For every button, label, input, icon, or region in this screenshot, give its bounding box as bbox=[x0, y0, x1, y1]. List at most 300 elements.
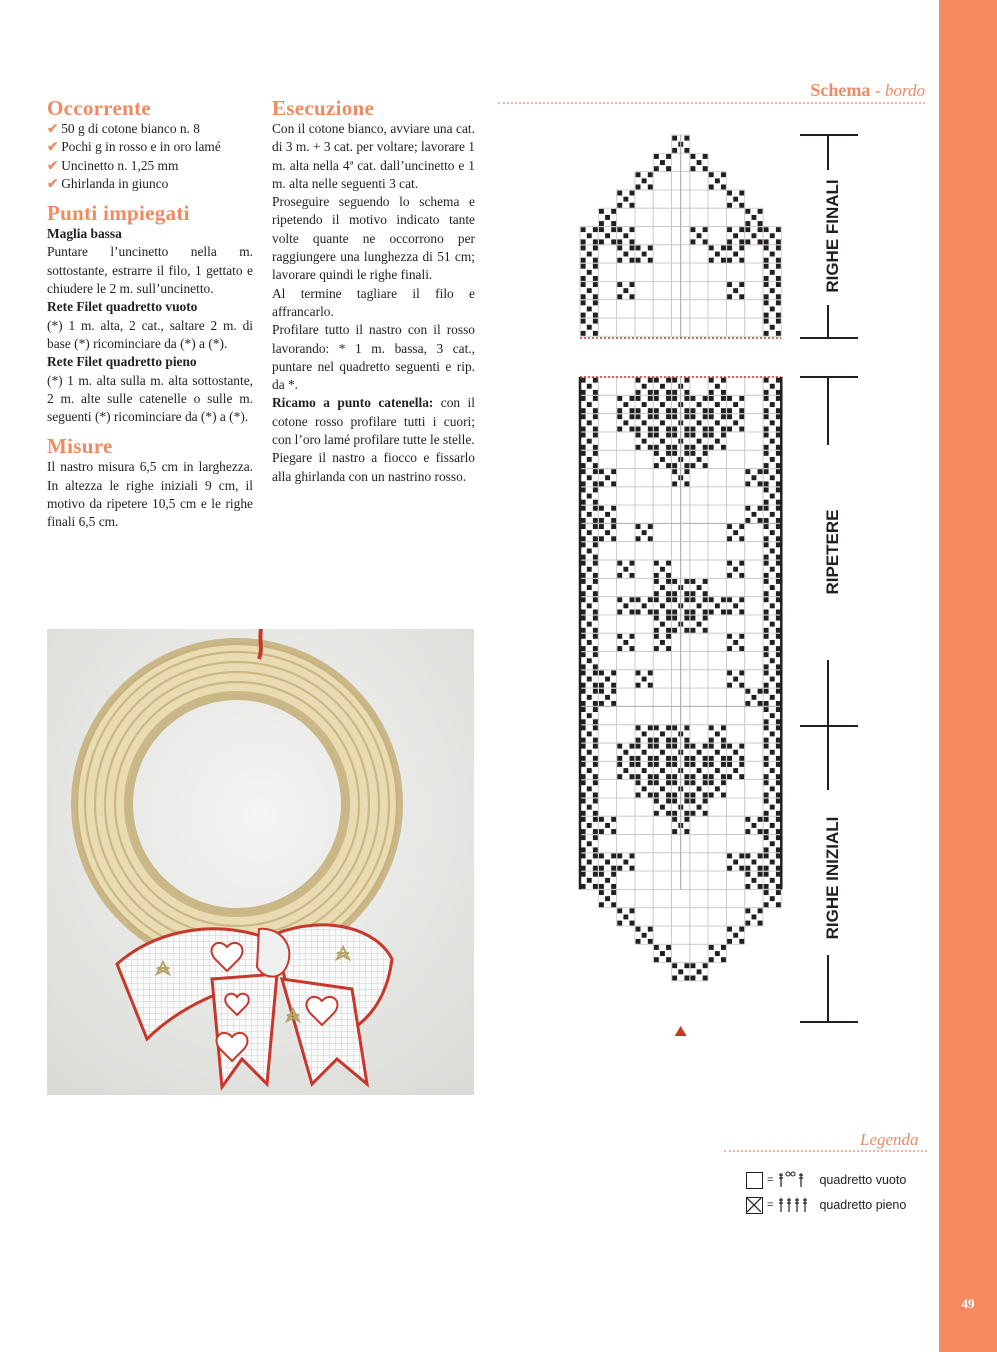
legend-row-filled: = quadretto pieno bbox=[746, 1195, 906, 1215]
grid-cell bbox=[745, 633, 763, 651]
filled-square bbox=[764, 725, 781, 742]
grid-cell bbox=[653, 835, 671, 853]
grid-cell bbox=[653, 908, 671, 926]
grid-cell bbox=[708, 542, 726, 560]
grid-cell bbox=[708, 908, 726, 926]
grid-cell bbox=[745, 652, 763, 670]
filled-square bbox=[727, 744, 744, 761]
grid-cell bbox=[708, 926, 726, 944]
grid-cell bbox=[598, 761, 616, 779]
grid-cell bbox=[708, 798, 726, 816]
grid-cell bbox=[653, 172, 671, 190]
filled-square bbox=[764, 469, 781, 486]
grid-cell bbox=[598, 835, 616, 853]
grid-cell bbox=[653, 487, 671, 505]
grid-cell bbox=[726, 706, 744, 724]
grid-cell bbox=[690, 245, 708, 263]
grid-cell bbox=[635, 318, 653, 336]
grid-cell bbox=[653, 889, 671, 907]
filled-square bbox=[691, 227, 708, 244]
filled-square bbox=[764, 561, 781, 578]
filled-square bbox=[709, 378, 726, 395]
grid-cell bbox=[708, 450, 726, 468]
grid-cell bbox=[690, 281, 708, 299]
filled-square bbox=[617, 561, 634, 578]
filled-square bbox=[727, 597, 744, 614]
legend-row-empty: = quadretto vuoto bbox=[746, 1170, 906, 1190]
grid-cell bbox=[690, 263, 708, 281]
grid-cell bbox=[598, 395, 616, 413]
filled-square bbox=[581, 264, 598, 281]
list-item: ✔ Pochi g in rosso e in oro lamé bbox=[47, 139, 221, 155]
grid-cell bbox=[598, 414, 616, 432]
filled-square bbox=[745, 872, 762, 889]
wreath-photo bbox=[47, 629, 474, 1095]
grid-cell bbox=[598, 578, 616, 596]
filled-square bbox=[581, 227, 598, 244]
filet-pieno-text: (*) 1 m. alta sulla m. alta sottostante, 2 m. alte sulle catenelle o sulle m. seguenti (*) ricominciare da (*) a (*). bbox=[47, 372, 253, 425]
grid-cell bbox=[690, 560, 708, 578]
filled-square bbox=[617, 246, 634, 263]
grid-cell bbox=[690, 542, 708, 560]
ripetere-label: RIPETERE bbox=[823, 509, 842, 595]
filled-square bbox=[764, 744, 781, 761]
filled-square bbox=[636, 597, 653, 614]
grid-cell bbox=[598, 706, 616, 724]
grid-cell bbox=[653, 706, 671, 724]
filled-square bbox=[654, 634, 671, 651]
grid-cell bbox=[745, 706, 763, 724]
filled-square bbox=[764, 634, 781, 651]
filled-square bbox=[709, 597, 726, 614]
filled-square bbox=[636, 414, 653, 431]
grid-cell bbox=[708, 706, 726, 724]
grid-cell bbox=[745, 395, 763, 413]
filled-square bbox=[636, 246, 653, 263]
grid-cell bbox=[690, 670, 708, 688]
grid-cell bbox=[617, 432, 635, 450]
grid-cell bbox=[708, 469, 726, 487]
filled-square bbox=[599, 817, 616, 834]
grid-cell bbox=[617, 523, 635, 541]
grid-cell bbox=[745, 281, 763, 299]
esecuzione-paragraph: Con il cotone bianco, avviare una cat. di 3 m. + 3 cat. per voltare; lavorare 1 m. alta nella 4ª cat. dall’uncinetto e 1 m. alta nelle seguenti 3 cat. bbox=[272, 121, 475, 191]
grid-cell bbox=[745, 450, 763, 468]
filled-square bbox=[745, 227, 762, 244]
filled-square bbox=[581, 300, 598, 317]
grid-cell bbox=[653, 523, 671, 541]
grid-cell bbox=[598, 450, 616, 468]
grid-cell bbox=[745, 263, 763, 281]
filled-square bbox=[581, 319, 598, 336]
esecuzione-paragraph: Piegare il nastro a fiocco e fissarlo alla ghirlanda con un nastrino rosso. bbox=[272, 450, 475, 484]
filled-square bbox=[709, 396, 726, 413]
grid-cell bbox=[708, 263, 726, 281]
filled-square bbox=[617, 634, 634, 651]
grid-cell bbox=[653, 926, 671, 944]
grid-cell bbox=[598, 245, 616, 263]
grid-cell bbox=[745, 432, 763, 450]
grid-cell bbox=[635, 889, 653, 907]
grid-cell bbox=[635, 190, 653, 208]
occorrente-heading: Occorrente bbox=[47, 96, 152, 120]
filled-square bbox=[691, 414, 708, 431]
filet-pieno-title: Rete Filet quadretto pieno bbox=[47, 354, 197, 370]
grid-cell bbox=[672, 944, 690, 962]
filled-square bbox=[764, 890, 781, 907]
filled-square bbox=[745, 908, 762, 925]
grid-cell bbox=[635, 706, 653, 724]
maglia-bassa-title: Maglia bassa bbox=[47, 226, 122, 242]
filled-square bbox=[764, 872, 781, 889]
filled-square bbox=[636, 927, 653, 944]
filled-square bbox=[764, 433, 781, 450]
filled-square bbox=[727, 927, 744, 944]
grid-cell bbox=[653, 816, 671, 834]
filled-square bbox=[599, 227, 616, 244]
misure-heading: Misure bbox=[47, 434, 113, 459]
filled-square bbox=[654, 725, 671, 742]
filled-square bbox=[599, 524, 616, 541]
grid-cell bbox=[635, 798, 653, 816]
filled-square bbox=[581, 246, 598, 263]
misure-text: Il nastro misura 6,5 cm in larghezza. In altezza le righe iniziali 9 cm, il motivo da ripetere 10,5 cm e le righe finali 6,5 cm. bbox=[47, 459, 253, 530]
grid-cell bbox=[653, 853, 671, 871]
grid-cell bbox=[708, 670, 726, 688]
grid-cell bbox=[635, 469, 653, 487]
grid-cell bbox=[745, 725, 763, 743]
grid-cell bbox=[745, 414, 763, 432]
grid-cell bbox=[635, 688, 653, 706]
filled-square bbox=[581, 488, 598, 505]
grid-cell bbox=[653, 190, 671, 208]
filled-square bbox=[764, 762, 781, 779]
filled-square bbox=[764, 689, 781, 706]
filled-square bbox=[636, 744, 653, 761]
filled-square bbox=[727, 854, 744, 871]
grid-cell bbox=[598, 318, 616, 336]
grid-cell bbox=[726, 432, 744, 450]
grid-cell bbox=[635, 853, 653, 871]
filled-square bbox=[691, 799, 708, 816]
grid-cell bbox=[635, 615, 653, 633]
filled-square bbox=[709, 945, 726, 962]
filled-square bbox=[599, 872, 616, 889]
grid-cell bbox=[617, 780, 635, 798]
grid-cell bbox=[617, 688, 635, 706]
filled-square bbox=[581, 780, 598, 797]
filled-square bbox=[764, 652, 781, 669]
filled-square bbox=[709, 762, 726, 779]
filled-square bbox=[599, 469, 616, 486]
filled-square bbox=[617, 597, 634, 614]
grid-cell bbox=[745, 245, 763, 263]
list-item: ✔ 50 g di cotone bianco n. 8 bbox=[47, 121, 200, 136]
filled-square bbox=[764, 616, 781, 633]
grid-cell bbox=[653, 263, 671, 281]
grid-cell bbox=[726, 871, 744, 889]
grid-cell bbox=[726, 469, 744, 487]
grid-cell bbox=[726, 208, 744, 226]
filled-square bbox=[599, 890, 616, 907]
grid-cell bbox=[653, 688, 671, 706]
filet-vuoto-text: (*) 1 m. alta, 2 cat., saltare 2 m. di base (*) ricominciare da (*) a (*). bbox=[47, 317, 253, 351]
filled-square bbox=[581, 762, 598, 779]
filled-square bbox=[617, 414, 634, 431]
grid-cell bbox=[726, 300, 744, 318]
grid-cell bbox=[598, 487, 616, 505]
filled-square bbox=[764, 282, 781, 299]
grid-cell bbox=[745, 523, 763, 541]
grid-cell bbox=[635, 505, 653, 523]
chart-markers bbox=[580, 135, 858, 1036]
legend-empty-label: quadretto vuoto bbox=[819, 1173, 907, 1187]
grid-cell bbox=[708, 227, 726, 245]
grid-cell bbox=[726, 688, 744, 706]
filled-square bbox=[581, 542, 598, 559]
grid-cell bbox=[708, 578, 726, 596]
grid-cell bbox=[745, 670, 763, 688]
filled-square bbox=[599, 689, 616, 706]
filled-square bbox=[617, 744, 634, 761]
filled-square bbox=[617, 908, 634, 925]
filled-square bbox=[745, 854, 762, 871]
grid-cell bbox=[708, 633, 726, 651]
grid-cell bbox=[617, 871, 635, 889]
filled-square bbox=[764, 414, 781, 431]
grid-cell bbox=[745, 780, 763, 798]
grid-cell bbox=[617, 725, 635, 743]
grid-cell bbox=[708, 688, 726, 706]
filled-square bbox=[745, 209, 762, 226]
filled-square bbox=[581, 652, 598, 669]
grid-cell bbox=[635, 263, 653, 281]
filled-square bbox=[764, 300, 781, 317]
grid-cell bbox=[598, 725, 616, 743]
filled-square bbox=[581, 872, 598, 889]
grid-cell bbox=[598, 652, 616, 670]
grid-cell bbox=[690, 318, 708, 336]
filled-square bbox=[727, 671, 744, 688]
esecuzione-paragraph: Ricamo a punto catenella: con il cotone rosso profilare tutti i cuori; con l’oro lamé profilare tutte le stelle. bbox=[272, 395, 475, 448]
filled-square bbox=[709, 780, 726, 797]
filled-square bbox=[764, 246, 781, 263]
grid-cell bbox=[598, 281, 616, 299]
filled-square bbox=[654, 433, 671, 450]
filled-square bbox=[709, 433, 726, 450]
legend-filled-label: quadretto pieno bbox=[819, 1198, 907, 1212]
filled-square bbox=[691, 451, 708, 468]
filled-square bbox=[727, 762, 744, 779]
grid-cell bbox=[617, 889, 635, 907]
grid-cell bbox=[653, 652, 671, 670]
grid-cell bbox=[653, 670, 671, 688]
filled-square bbox=[617, 396, 634, 413]
grid-cell bbox=[745, 798, 763, 816]
grid-cell bbox=[598, 633, 616, 651]
filled-square bbox=[581, 799, 598, 816]
grid-cell bbox=[598, 743, 616, 761]
filled-square bbox=[599, 209, 616, 226]
filled-square bbox=[581, 725, 598, 742]
grid-cell bbox=[653, 542, 671, 560]
legend-divider bbox=[724, 1150, 927, 1152]
grid-cell bbox=[635, 560, 653, 578]
filled-square bbox=[581, 396, 598, 413]
grid-cell bbox=[617, 377, 635, 395]
filled-square bbox=[636, 780, 653, 797]
grid-cell bbox=[708, 835, 726, 853]
grid-cell bbox=[598, 560, 616, 578]
filled-square bbox=[745, 689, 762, 706]
filled-square bbox=[599, 671, 616, 688]
filled-square bbox=[581, 597, 598, 614]
filled-square bbox=[764, 524, 781, 541]
grid-cell bbox=[653, 871, 671, 889]
filled-square bbox=[581, 378, 598, 395]
grid-cell bbox=[635, 542, 653, 560]
grid-cell bbox=[690, 835, 708, 853]
filled-square bbox=[581, 616, 598, 633]
grid-cell bbox=[745, 300, 763, 318]
grid-cell bbox=[726, 889, 744, 907]
filled-square bbox=[764, 542, 781, 559]
filled-square bbox=[691, 597, 708, 614]
grid-cell bbox=[598, 432, 616, 450]
esecuzione-paragraph: Proseguire seguendo lo schema e ripetendo il motivo indicato tante volte quante ne occorrono per raggiungere una lunghezza di 51 cm; lavorare quindi le righe finali. bbox=[272, 194, 475, 283]
grid-cell bbox=[708, 523, 726, 541]
filled-square bbox=[581, 433, 598, 450]
filled-square bbox=[654, 561, 671, 578]
filled-square bbox=[764, 671, 781, 688]
filled-square bbox=[764, 597, 781, 614]
grid-cell bbox=[708, 208, 726, 226]
filled-square-icon bbox=[746, 1197, 763, 1214]
filled-square bbox=[581, 451, 598, 468]
filled-square bbox=[691, 154, 708, 171]
grid-cell bbox=[617, 798, 635, 816]
grid-cell bbox=[598, 597, 616, 615]
grid-cell bbox=[598, 542, 616, 560]
filled-square bbox=[636, 396, 653, 413]
grid-cell bbox=[617, 450, 635, 468]
filled-square bbox=[691, 762, 708, 779]
grid-cell bbox=[690, 505, 708, 523]
grid-cell bbox=[690, 725, 708, 743]
filled-square bbox=[654, 378, 671, 395]
filled-square bbox=[581, 469, 598, 486]
check-icon: ✔ bbox=[47, 175, 59, 191]
grid-cell bbox=[690, 172, 708, 190]
filled-square bbox=[691, 780, 708, 797]
filled-square bbox=[654, 451, 671, 468]
grid-cell bbox=[726, 615, 744, 633]
grid-cell bbox=[745, 615, 763, 633]
filled-square bbox=[581, 524, 598, 541]
filled-square bbox=[581, 282, 598, 299]
filled-square bbox=[691, 744, 708, 761]
grid-cell bbox=[745, 487, 763, 505]
grid-cell bbox=[635, 227, 653, 245]
filled-square bbox=[745, 469, 762, 486]
grid-cell bbox=[672, 908, 690, 926]
filled-square bbox=[636, 378, 653, 395]
grid-cell bbox=[708, 816, 726, 834]
grid-cell bbox=[708, 300, 726, 318]
grid-cell bbox=[690, 652, 708, 670]
grid-cell bbox=[690, 487, 708, 505]
grid-cell bbox=[726, 798, 744, 816]
filled-square bbox=[599, 854, 616, 871]
grid-cell bbox=[617, 706, 635, 724]
filled-square bbox=[654, 414, 671, 431]
esecuzione-paragraph: Al termine tagliare il filo e affrancarlo. bbox=[272, 285, 475, 319]
grid-cell bbox=[726, 505, 744, 523]
page-number: 49 bbox=[961, 1296, 975, 1311]
grid-cell bbox=[672, 926, 690, 944]
filled-square bbox=[581, 506, 598, 523]
grid-cell bbox=[653, 300, 671, 318]
filled-square bbox=[581, 689, 598, 706]
filled-square bbox=[727, 396, 744, 413]
filled-square bbox=[654, 762, 671, 779]
grid-cell bbox=[690, 944, 708, 962]
filled-square bbox=[617, 282, 634, 299]
filled-square bbox=[636, 433, 653, 450]
grid-cell bbox=[745, 597, 763, 615]
grid-cell bbox=[598, 300, 616, 318]
grid-cell bbox=[745, 761, 763, 779]
grid-cell bbox=[745, 542, 763, 560]
grid-cell bbox=[617, 469, 635, 487]
filled-square bbox=[764, 264, 781, 281]
filet-vuoto-title: Rete Filet quadretto vuoto bbox=[47, 299, 198, 315]
grid-cell bbox=[598, 377, 616, 395]
grid-cell bbox=[653, 505, 671, 523]
grid-cell bbox=[726, 835, 744, 853]
filled-square bbox=[581, 414, 598, 431]
grid-cell bbox=[635, 281, 653, 299]
filled-square bbox=[764, 854, 781, 871]
filled-square bbox=[709, 414, 726, 431]
filled-square bbox=[691, 579, 708, 596]
grid-cell bbox=[690, 190, 708, 208]
filled-square bbox=[764, 227, 781, 244]
grid-cell bbox=[690, 208, 708, 226]
filled-square bbox=[764, 579, 781, 596]
grid-cell bbox=[726, 377, 744, 395]
filled-square bbox=[581, 634, 598, 651]
filled-square bbox=[727, 561, 744, 578]
grid-cell bbox=[690, 889, 708, 907]
grid-cell bbox=[690, 377, 708, 395]
filled-square bbox=[764, 780, 781, 797]
grid-cell bbox=[598, 798, 616, 816]
grid-cell bbox=[690, 816, 708, 834]
filled-square bbox=[617, 762, 634, 779]
filled-square bbox=[581, 744, 598, 761]
filled-square bbox=[654, 597, 671, 614]
filled-square bbox=[764, 506, 781, 523]
filled-square bbox=[764, 835, 781, 852]
grid-cell bbox=[598, 780, 616, 798]
grid-cell bbox=[690, 871, 708, 889]
filled-square bbox=[599, 506, 616, 523]
filled-square bbox=[727, 414, 744, 431]
grid-cell bbox=[617, 542, 635, 560]
grid-cell bbox=[690, 926, 708, 944]
filled-square bbox=[745, 817, 762, 834]
